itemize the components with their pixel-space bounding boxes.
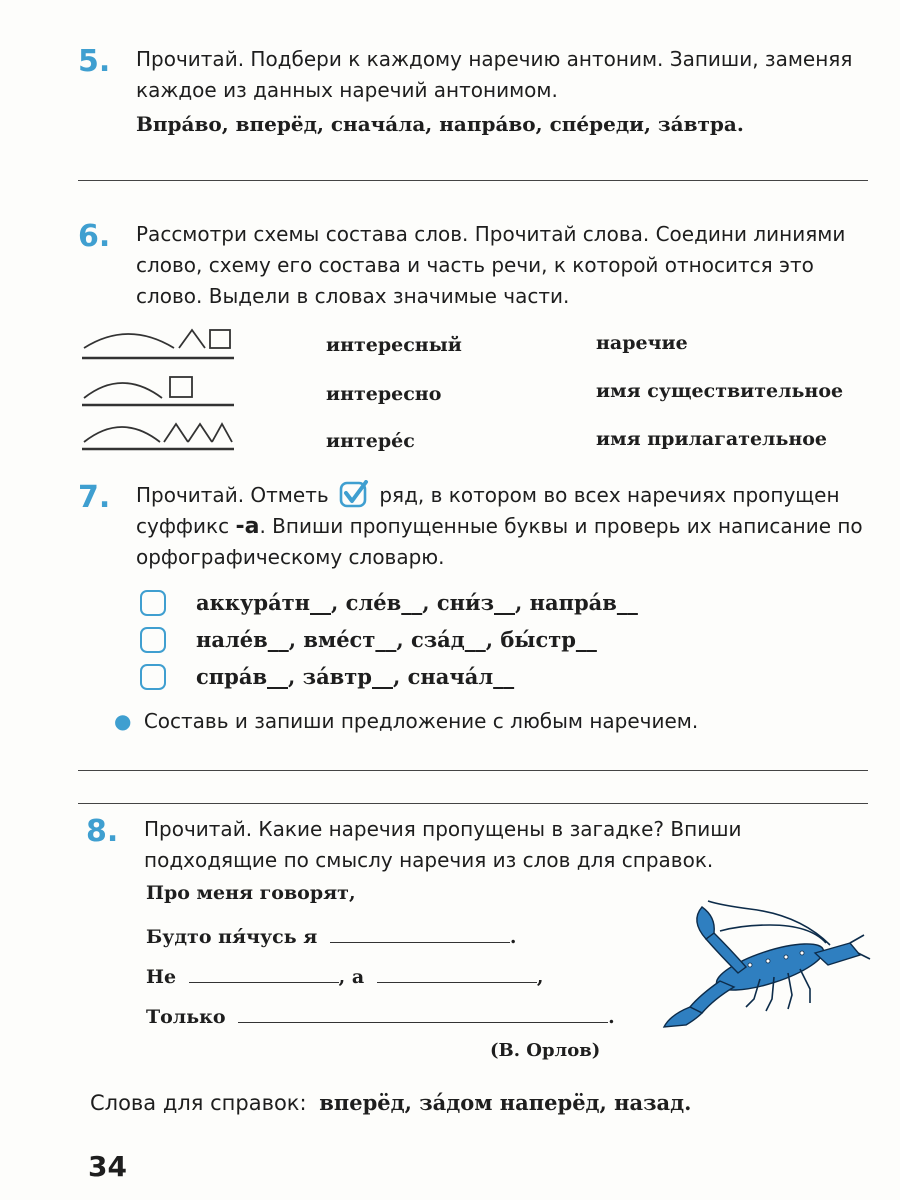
checkmark-icon [339, 480, 369, 508]
period: . [608, 1006, 615, 1028]
task6-text: Рассмотри схемы состава слов. Прочитай слова. Соедини линиями слово, схему его состава и часть речи, к которой относится это слово. Выдели в словах значимые части. [136, 222, 846, 308]
poem-line-3b-text: , а [338, 966, 365, 988]
task7-suffix: -а [235, 514, 260, 539]
checkbox[interactable] [140, 590, 166, 616]
task5-number: 5. [78, 44, 111, 79]
option-text: нале́в__, вме́ст__, сза́д__, бы́стр__ [196, 627, 597, 652]
task7-extra [114, 706, 698, 737]
task7-text [136, 480, 871, 573]
scheme-root-suffix-ending[interactable] [82, 330, 234, 358]
comma: , [536, 966, 544, 988]
option-text: спра́в__, за́втр__, снача́л__ [196, 664, 515, 689]
task6-word-2[interactable]: интересно [326, 383, 442, 405]
task6-pos-1[interactable]: наречие [596, 332, 688, 354]
poem-line-4 [146, 1004, 615, 1028]
reference-words-list: вперёд, за́дом наперёд, назад. [319, 1090, 692, 1115]
task6-number: 6. [78, 219, 111, 254]
task7-answer-line-2[interactable] [78, 803, 868, 804]
task7-extra-text: Составь и запиши предложение с любым наречием. [143, 709, 699, 733]
poem-line-4-text: Только [146, 1006, 226, 1028]
task8-text: Прочитай. Какие наречия пропущены в загадке? Впиши подходящие по смыслу наречия из слов для справок. [144, 817, 742, 872]
task5-text: Прочитай. Подбери к каждому наречию антоним. Запиши, заменяя каждое из данных наречий антонимом. [136, 47, 853, 102]
poem-line-3 [146, 964, 543, 988]
option-text: аккура́тн__, сле́в__, сни́з__, напра́в__ [196, 590, 638, 615]
page-number: 34 [88, 1150, 127, 1183]
scheme-root-suffix[interactable] [82, 377, 234, 405]
task7-number: 7. [78, 480, 111, 515]
task7-text-after: ряд, в котором во всех наречиях пропущен суффикс [136, 483, 840, 538]
poem-blank-2[interactable] [189, 964, 339, 983]
task6-pos-3[interactable]: имя прилагательное [596, 428, 828, 450]
task5-words: Впра́во, вперёд, снача́ла, напра́во, спе́реди, за́втра. [136, 112, 744, 136]
poem-blank-4[interactable] [238, 1004, 608, 1023]
poem-author: (В. Орлов) [490, 1040, 601, 1061]
poem-line-3a-text: Не [146, 966, 177, 988]
poem-blank-1[interactable] [330, 924, 510, 943]
checkbox[interactable] [140, 664, 166, 690]
word-schemes [76, 318, 236, 468]
reference-label: Слова для справок: [90, 1091, 307, 1115]
poem-line-2-text: Будто пя́чусь я [146, 926, 318, 948]
task8-number: 8. [86, 814, 119, 849]
bullet-icon: ● [114, 709, 132, 733]
scheme-root-suffix-suffix-ending[interactable] [82, 424, 234, 449]
poem-line-1: Про меня говорят, [146, 882, 356, 904]
checkbox[interactable] [140, 627, 166, 653]
task7-text-before: Прочитай. Отметь [136, 483, 329, 507]
period: . [509, 926, 517, 948]
task7-answer-line[interactable] [78, 770, 868, 771]
reference-words [90, 1090, 691, 1115]
task6-pos-2[interactable]: имя существительное [596, 380, 844, 402]
task6-word-1[interactable]: интересный [326, 334, 462, 356]
crayfish-illustration [650, 895, 875, 1030]
task5-answer-line[interactable] [78, 180, 868, 181]
poem-blank-3[interactable] [377, 964, 537, 983]
poem-line-2 [146, 924, 517, 948]
task6-word-3[interactable]: интере́с [326, 430, 415, 452]
task7-text-end: . Впиши пропущенные буквы и проверь их написание по орфографическому словарю. [136, 514, 863, 569]
